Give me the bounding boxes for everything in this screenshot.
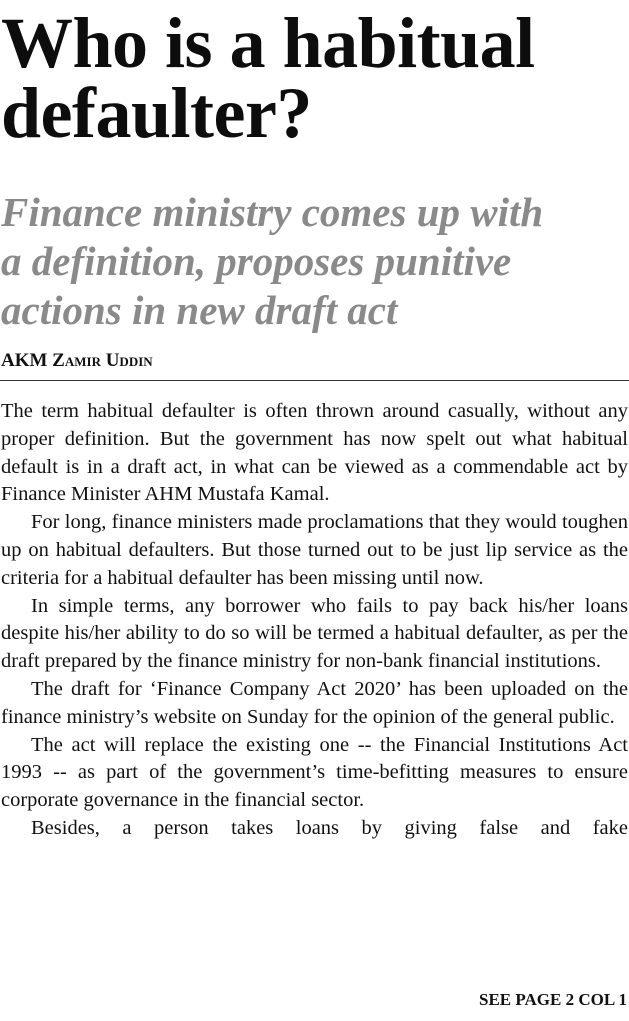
body-paragraph-5: The act will replace the existing one -- the Financial Institutions Act 1993 -- as part of the government’s time-befitting measures to ensure corporate governance in the financial sector. bbox=[1, 733, 628, 812]
body-paragraph-1: The term habitual defaulter is often thrown around casually, without any proper definition. But the government has now spelt out what habitual default is in a draft act, in what can be viewed as a commendable act by Finance Minister AHM Mustafa Kamal. bbox=[1, 400, 628, 506]
headline-line-2: defaulter? bbox=[1, 73, 312, 153]
body-paragraph-3: In simple terms, any borrower who fails to pay back his/her loans despite his/her ability to do so will be termed a habitual defaulter, as per the draft prepared by the finance ministry for non-bank financial institutions. bbox=[1, 594, 628, 673]
article-body bbox=[1, 398, 628, 843]
subheadline-line-1: Finance ministry comes up with bbox=[1, 189, 544, 235]
byline-divider bbox=[0, 380, 629, 381]
subheadline-line-2: a definition, proposes punitive bbox=[1, 238, 512, 284]
body-paragraph-6: Besides, a person takes loans by giving false and fake bbox=[31, 816, 628, 839]
headline-line-1: Who is a habitual bbox=[1, 3, 535, 83]
headline bbox=[1, 3, 629, 153]
continuation-jump-line: SEE PAGE 2 COL 1 bbox=[479, 990, 627, 1009]
subheadline bbox=[1, 188, 629, 335]
byline: AKM Zamir Uddin bbox=[1, 350, 153, 371]
body-paragraph-4: The draft for ‘Finance Company Act 2020’ has been uploaded on the finance ministry’s website on Sunday for the opinion of the general public. bbox=[1, 677, 628, 728]
body-paragraph-2: For long, finance ministers made proclamations that they would toughen up on habitual defaulters. But those turned out to be just lip service as the criteria for a habitual defaulter has been missing until now. bbox=[1, 511, 628, 589]
subheadline-line-3: actions in new draft act bbox=[1, 287, 398, 333]
